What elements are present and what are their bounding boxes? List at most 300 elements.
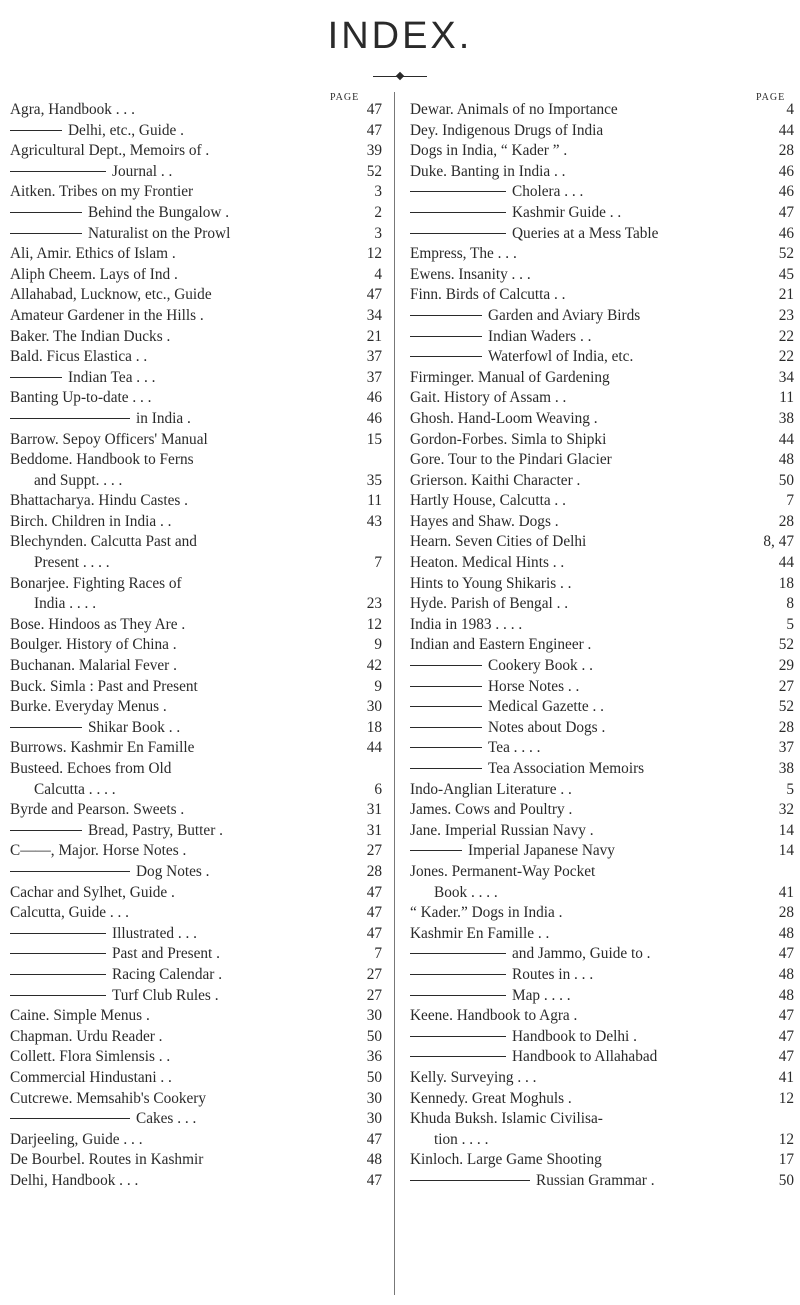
index-entry: [10, 1089, 382, 1110]
index-entry-text: Banting Up-to-date . . .: [10, 389, 152, 407]
index-entry-page: 23: [366, 595, 382, 613]
index-entry: [410, 1109, 794, 1130]
index-entry: [10, 512, 382, 533]
index-entry-text: Empress, The . . .: [410, 245, 517, 263]
index-entry-page: 39: [366, 142, 382, 160]
index-entry-text: Calcutta, Guide . . .: [10, 904, 129, 922]
index-entry-text: Amateur Gardener in the Hills .: [10, 306, 204, 324]
index-entry: [410, 141, 794, 162]
index-entry-page: 50: [778, 471, 794, 489]
index-entry-page: 30: [366, 698, 382, 716]
index-entry: [10, 141, 382, 162]
index-entry-page: 47: [366, 883, 382, 901]
index-entry-text: Indian Waders . .: [488, 327, 592, 345]
index-entry: [10, 388, 382, 409]
index-entry-text: Agricultural Dept., Memoirs of .: [10, 142, 210, 160]
index-entry: [10, 182, 382, 203]
index-entry-text: Cookery Book . .: [488, 657, 593, 675]
index-entry: [10, 718, 382, 739]
index-entry-text: Routes in . . .: [512, 965, 594, 983]
index-entry-text: Hyde. Parish of Bengal . .: [410, 595, 569, 613]
index-entry: [10, 1171, 382, 1192]
index-entry-page: 4: [374, 265, 382, 283]
index-entry-page: 47: [366, 924, 382, 942]
index-entry-text: Journal . .: [112, 162, 173, 180]
ditto-dash: [10, 933, 106, 934]
index-entry: [410, 841, 794, 862]
index-entry-page: 2: [374, 203, 382, 221]
index-entry-text: Tea . . . .: [488, 739, 541, 757]
index-entry-page: 48: [778, 965, 794, 983]
ditto-dash: [410, 233, 506, 234]
index-entry: [410, 450, 794, 471]
index-entry-page: 12: [778, 1089, 794, 1107]
index-entry: [10, 285, 382, 306]
index-entry-page: 50: [366, 1027, 382, 1045]
index-entry-text: Finn. Birds of Calcutta . .: [410, 286, 566, 304]
index-entry: [410, 244, 794, 265]
index-entry: [410, 944, 794, 965]
index-entry-text: Buchanan. Malarial Fever .: [10, 657, 177, 675]
index-entry-text: Agra, Handbook . . .: [10, 101, 135, 118]
column-divider: [394, 92, 395, 1295]
index-entry-page: 3: [374, 224, 382, 242]
index-entry-text: Kinloch. Large Game Shooting: [410, 1151, 602, 1169]
index-entry-page: 47: [366, 904, 382, 922]
index-entry: [10, 1047, 382, 1068]
index-entry-page: 47: [366, 101, 382, 118]
index-entry-page: 31: [366, 821, 382, 839]
ditto-dash: [10, 995, 106, 996]
index-entry-text: Medical Gazette . .: [488, 698, 604, 716]
title-ornament: [373, 73, 427, 81]
index-entry-page: 44: [366, 739, 382, 757]
index-entry-page: 31: [366, 801, 382, 819]
index-entry-text: C——, Major. Horse Notes .: [10, 842, 187, 860]
index-entry: [410, 1027, 794, 1048]
index-entry-page: 50: [366, 1068, 382, 1086]
ditto-dash: [10, 1118, 130, 1119]
index-entry: [10, 615, 382, 636]
index-entry-text: Grierson. Kaithi Character .: [410, 471, 581, 489]
index-entry-text: Bhattacharya. Hindu Castes .: [10, 492, 188, 510]
index-entry-page: 30: [366, 1089, 382, 1107]
index-entry-text: James. Cows and Poultry .: [410, 801, 573, 819]
index-entry-page: 46: [778, 183, 794, 201]
ditto-dash: [410, 686, 482, 687]
index-entry-text: Cakes . . .: [136, 1110, 197, 1128]
index-entry: [10, 862, 382, 883]
index-entry-text: Gordon-Forbes. Simla to Shipki: [410, 430, 607, 448]
index-entry-text: Gait. History of Assam . .: [410, 389, 567, 407]
index-entry-text: India in 1983 . . . .: [410, 615, 523, 633]
ditto-dash: [10, 377, 62, 378]
index-entry-text: Allahabad, Lucknow, etc., Guide: [10, 286, 212, 304]
index-entry-text: Chapman. Urdu Reader .: [10, 1027, 163, 1045]
ditto-dash: [410, 191, 506, 192]
index-entry: [10, 121, 382, 142]
index-entry-page: 27: [778, 677, 794, 695]
index-entry-text: Naturalist on the Prowl: [88, 224, 231, 242]
index-entry: [410, 615, 794, 636]
index-entry: [10, 368, 382, 389]
index-entry-page: 21: [366, 327, 382, 345]
index-entry-text: Delhi, etc., Guide .: [68, 121, 184, 139]
index-entry: [410, 203, 794, 224]
index-entry: [10, 347, 382, 368]
index-entry: [410, 656, 794, 677]
ditto-dash: [410, 974, 506, 975]
ditto-dash: [10, 233, 82, 234]
index-entry-page: 8, 47: [763, 533, 794, 551]
index-entry-text: Kennedy. Great Moghuls .: [410, 1089, 572, 1107]
index-entry-page: 47: [366, 286, 382, 304]
ditto-dash: [410, 356, 482, 357]
index-entry-text: Handbook to Delhi .: [512, 1027, 637, 1045]
index-entry-page: 27: [366, 965, 382, 983]
index-entry: [10, 162, 382, 183]
index-entry-text: Heaton. Medical Hints . .: [410, 554, 565, 572]
index-entry: [410, 182, 794, 203]
ditto-dash: [410, 1056, 506, 1057]
index-entry: [410, 553, 794, 574]
index-entry: [10, 635, 382, 656]
index-entry-text: Gore. Tour to the Pindari Glacier: [410, 451, 612, 469]
index-entry-text: Present . . . .: [34, 554, 110, 572]
index-entry: [10, 491, 382, 512]
index-entry-page: 11: [779, 389, 794, 407]
ditto-dash: [410, 212, 506, 213]
index-entry: [410, 388, 794, 409]
index-entry-page: 7: [374, 945, 382, 963]
index-entry-text: Imperial Japanese Navy: [468, 842, 615, 860]
index-entry: [10, 841, 382, 862]
index-entry-text: Burrows. Kashmir En Famille: [10, 739, 195, 757]
index-entry: [410, 1068, 794, 1089]
index-entry-page: 14: [778, 821, 794, 839]
index-entry-page: 28: [778, 904, 794, 922]
index-entry: [410, 471, 794, 492]
index-entry: [410, 821, 794, 842]
index-entry-page: 32: [778, 801, 794, 819]
index-entry-page: 48: [778, 986, 794, 1004]
index-entry-text: Commercial Hindustani . .: [10, 1068, 172, 1086]
index-entry: [410, 594, 794, 615]
index-entry: [10, 1006, 382, 1027]
index-entry-page: 41: [778, 883, 794, 901]
index-entry-text: in India .: [136, 409, 191, 427]
index-entry-page: 30: [366, 1110, 382, 1128]
index-entry-text: Kelly. Surveying . . .: [410, 1068, 537, 1086]
index-entry-page: 34: [366, 306, 382, 324]
index-entry: [10, 1109, 382, 1130]
index-entry-text: Book . . . .: [434, 883, 498, 901]
index-entry: [10, 986, 382, 1007]
index-entry-text: Khuda Buksh. Islamic Civilisa-: [410, 1110, 603, 1128]
page-column-label-right: PAGE: [756, 92, 786, 103]
index-entry-page: 52: [366, 162, 382, 180]
index-entry: [410, 1047, 794, 1068]
index-entry-text: Bose. Hindoos as They Are .: [10, 615, 186, 633]
index-entry: [10, 965, 382, 986]
index-entry: [410, 1089, 794, 1110]
index-entry-text: Byrde and Pearson. Sweets .: [10, 801, 185, 819]
index-entry-page: 29: [778, 657, 794, 675]
index-entry-page: 44: [778, 430, 794, 448]
ditto-dash: [10, 171, 106, 172]
index-entry-page: 5: [786, 615, 794, 633]
ditto-dash: [410, 706, 482, 707]
index-entry: [10, 1027, 382, 1048]
index-entry-text: Blechynden. Calcutta Past and: [10, 533, 197, 551]
ditto-dash: [10, 418, 130, 419]
index-entry: [410, 1150, 794, 1171]
index-entry: [10, 1150, 382, 1171]
index-entry-text: Queries at a Mess Table: [512, 224, 659, 242]
index-entry-page: 28: [778, 512, 794, 530]
index-entry-text: Baker. The Indian Ducks .: [10, 327, 171, 345]
index-entry: [10, 677, 382, 698]
index-entry-text: Caine. Simple Menus .: [10, 1007, 150, 1025]
index-entry-text: Hayes and Shaw. Dogs .: [410, 512, 559, 530]
index-entry-text: Jones. Permanent-Way Pocket: [410, 862, 596, 880]
index-entry: [410, 491, 794, 512]
index-entry-text: Ghosh. Hand-Loom Weaving .: [410, 409, 598, 427]
index-entry: [10, 800, 382, 821]
index-entry-page: 28: [778, 142, 794, 160]
index-entry: [10, 821, 382, 842]
index-entry-text: and Jammo, Guide to .: [512, 945, 651, 963]
index-entry-page: 28: [366, 862, 382, 880]
index-entry-text: Bread, Pastry, Butter .: [88, 821, 223, 839]
index-entry-text: Dog Notes .: [136, 862, 210, 880]
index-entry-page: 18: [778, 574, 794, 592]
index-entry: [410, 121, 794, 142]
index-entry: [410, 532, 794, 553]
index-entry-page: 12: [366, 245, 382, 263]
index-entry-page: 27: [366, 986, 382, 1004]
index-entry-page: 22: [778, 327, 794, 345]
index-entry-page: 7: [786, 492, 794, 510]
index-entry-text: Dogs in India, “ Kader ” .: [410, 142, 568, 160]
index-entry-page: 46: [366, 389, 382, 407]
index-entry: [10, 203, 382, 224]
index-entry-page: 46: [778, 224, 794, 242]
index-entry: [410, 800, 794, 821]
index-entry-text: Aliph Cheem. Lays of Ind .: [10, 265, 178, 283]
index-entry-page: 45: [778, 265, 794, 283]
index-entry: [10, 265, 382, 286]
index-entry-text: Kashmir En Famille . .: [410, 924, 550, 942]
index-entry-page: 3: [374, 183, 382, 201]
index-entry: [410, 512, 794, 533]
index-entry: [410, 986, 794, 1007]
index-entry: [410, 883, 794, 904]
index-entry: [410, 327, 794, 348]
index-entry-text: Keene. Handbook to Agra .: [410, 1007, 578, 1025]
index-entry-page: 41: [778, 1068, 794, 1086]
index-entry-text: Bonarjee. Fighting Races of: [10, 574, 182, 592]
index-entry: [410, 409, 794, 430]
index-entry: [410, 306, 794, 327]
index-entry: [10, 697, 382, 718]
index-entry-text: India . . . .: [34, 595, 97, 613]
index-title: INDEX.: [327, 15, 473, 57]
index-entry-text: Ali, Amir. Ethics of Islam .: [10, 245, 176, 263]
index-entry-page: 6: [374, 780, 382, 798]
ditto-dash: [410, 1036, 506, 1037]
index-entry: [410, 903, 794, 924]
index-entry: [10, 430, 382, 451]
index-entry: [10, 924, 382, 945]
index-entry-text: Jane. Imperial Russian Navy .: [410, 821, 594, 839]
index-entry-page: 48: [778, 451, 794, 469]
index-entry-page: 12: [366, 615, 382, 633]
index-entry: [10, 1068, 382, 1089]
index-entry-page: 46: [366, 409, 382, 427]
index-entry-text: Buck. Simla : Past and Present: [10, 677, 198, 695]
index-entry-text: Racing Calendar .: [112, 965, 223, 983]
index-entry: [10, 471, 382, 492]
index-entry-page: 17: [778, 1151, 794, 1169]
index-entry-page: 38: [778, 409, 794, 427]
index-entry-page: 48: [778, 924, 794, 942]
index-entry-text: Dewar. Animals of no Importance: [410, 101, 618, 118]
index-entry-page: 8: [786, 595, 794, 613]
ditto-dash: [410, 665, 482, 666]
index-entry: [10, 574, 382, 595]
index-entry: [410, 162, 794, 183]
index-entry-page: 5: [786, 780, 794, 798]
index-entry-page: 47: [778, 1048, 794, 1066]
ditto-dash: [10, 212, 82, 213]
ditto-dash: [410, 747, 482, 748]
index-entry-page: 12: [778, 1130, 794, 1148]
index-entry: [410, 347, 794, 368]
ditto-dash: [10, 974, 106, 975]
index-entry-page: 15: [366, 430, 382, 448]
index-entry-text: Hints to Young Shikaris . .: [410, 574, 572, 592]
index-entry: [10, 738, 382, 759]
index-entry-page: 37: [778, 739, 794, 757]
index-entry-text: Bald. Ficus Elastica . .: [10, 348, 148, 366]
index-entry-page: 7: [374, 554, 382, 572]
index-entry-page: 37: [366, 368, 382, 386]
ditto-dash: [410, 768, 482, 769]
index-entry: [10, 532, 382, 553]
ditto-dash: [10, 830, 82, 831]
index-entry-text: Tea Association Memoirs: [488, 760, 645, 777]
index-entry: [410, 738, 794, 759]
index-entry-page: 47: [778, 203, 794, 221]
index-entry-page: 36: [366, 1048, 382, 1066]
index-entry-page: 43: [366, 512, 382, 530]
index-entry-text: Garden and Aviary Birds: [488, 306, 641, 324]
index-entry: [410, 697, 794, 718]
index-entry-text: Map . . . .: [512, 986, 571, 1004]
index-entry-text: Burke. Everyday Menus .: [10, 698, 167, 716]
ditto-dash: [10, 953, 106, 954]
ditto-dash: [410, 315, 482, 316]
index-entry-page: 47: [366, 1171, 382, 1189]
index-entry-text: Darjeeling, Guide . . .: [10, 1130, 143, 1148]
index-entry: [410, 1171, 794, 1192]
index-entry-text: Indo-Anglian Literature . .: [410, 780, 572, 798]
index-entry-page: 52: [778, 636, 794, 654]
index-entry-text: Firminger. Manual of Gardening: [410, 368, 610, 386]
index-entry-text: and Suppt. . . .: [34, 471, 123, 489]
index-entry-page: 30: [366, 1007, 382, 1025]
index-entry-page: 46: [778, 162, 794, 180]
ditto-dash: [10, 727, 82, 728]
index-entry-page: 35: [366, 471, 382, 489]
index-entry-page: 21: [778, 286, 794, 304]
index-entry-text: Notes about Dogs .: [488, 718, 606, 736]
index-entry-text: Boulger. History of China .: [10, 636, 177, 654]
index-entry-page: 28: [778, 718, 794, 736]
index-entry-text: Ewens. Insanity . . .: [410, 265, 531, 283]
index-entry-page: 48: [366, 1151, 382, 1169]
index-entry: [10, 759, 382, 780]
index-entry-text: Busteed. Echoes from Old: [10, 760, 172, 777]
index-entry-page: 52: [778, 698, 794, 716]
index-entry: [410, 1006, 794, 1027]
index-entry: [410, 430, 794, 451]
index-entry: [410, 780, 794, 801]
index-entry-page: 42: [366, 657, 382, 675]
index-entry-page: 27: [366, 842, 382, 860]
index-entry-page: 11: [367, 492, 382, 510]
index-entry-text: Turf Club Rules .: [112, 986, 219, 1004]
index-entry: [410, 1130, 794, 1151]
index-entry: [410, 635, 794, 656]
index-entry-text: De Bourbel. Routes in Kashmir: [10, 1151, 204, 1169]
index-entry: [10, 224, 382, 245]
index-entry: [410, 574, 794, 595]
index-entry: [410, 965, 794, 986]
index-entry-page: 34: [778, 368, 794, 386]
index-entry: [410, 100, 794, 121]
ditto-dash: [410, 727, 482, 728]
index-entry-text: Aitken. Tribes on my Frontier: [10, 183, 194, 201]
index-entry-page: 50: [778, 1171, 794, 1189]
index-entry-text: Cutcrewe. Memsahib's Cookery: [10, 1089, 207, 1107]
ditto-dash: [410, 1180, 530, 1181]
index-entry: [410, 677, 794, 698]
index-entry-page: 52: [778, 245, 794, 263]
index-entry-page: 47: [778, 945, 794, 963]
index-entry-text: Handbook to Allahabad: [512, 1048, 658, 1066]
index-entry: [410, 924, 794, 945]
index-entry-text: Indian and Eastern Engineer .: [410, 636, 592, 654]
index-entry: [410, 265, 794, 286]
ditto-dash: [410, 850, 462, 851]
index-entry-text: Russian Grammar .: [536, 1171, 655, 1189]
index-entry-page: 22: [778, 348, 794, 366]
index-entry: [10, 594, 382, 615]
index-entry-page: 47: [366, 1130, 382, 1148]
index-entry-text: Barrow. Sepoy Officers' Manual: [10, 430, 208, 448]
index-entry: [10, 450, 382, 471]
index-entry: [10, 409, 382, 430]
index-entry-page: 44: [778, 121, 794, 139]
index-entry-text: Dey. Indigenous Drugs of India: [410, 121, 604, 139]
index-entry-page: 37: [366, 348, 382, 366]
index-entry-page: 47: [778, 1007, 794, 1025]
index-entry-page: 4: [786, 101, 794, 118]
index-entry-page: 9: [374, 677, 382, 695]
index-entry-text: Kashmir Guide . .: [512, 203, 622, 221]
